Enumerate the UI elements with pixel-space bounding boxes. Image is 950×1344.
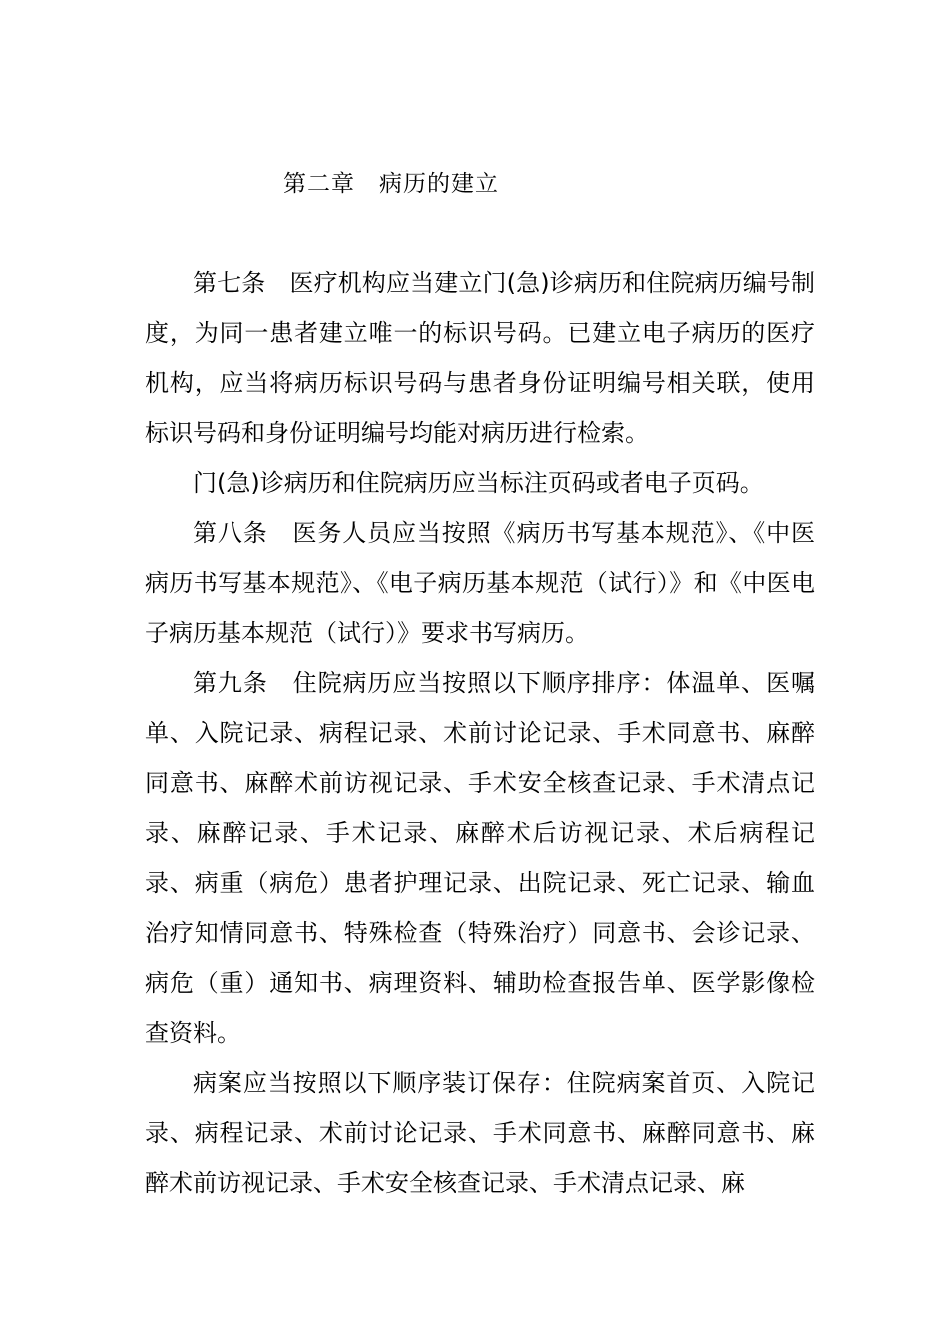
chapter-title: 第二章 病历的建立 [283, 171, 499, 197]
paragraph-page-numbering: 门(急)诊病历和住院病历应当标注页码或者电子页码。 [193, 469, 764, 497]
paragraph-article-7: 第七条 医疗机构应当建立门(急)诊病历和住院病历编号制度，为同一患者建立唯一的标识号码。已建立电子病历的医疗机构，应当将病历标识号码与患者身份证明编号相关联，使用标识号码和身份证明编号均能对病历进行检索。 [145, 269, 815, 447]
paragraph-article-9: 第九条 住院病历应当按照以下顺序排序：体温单、医嘱单、入院记录、病程记录、术前讨论记录、手术同意书、麻醉同意书、麻醉术前访视记录、手术安全核查记录、手术清点记录、麻醉记录、手术记录、麻醉术后访视记录、术后病程记录、病重（病危）患者护理记录、出院记录、死亡记录、输血治疗知情同意书、特殊检查（特殊治疗）同意书、会诊记录、病危（重）通知书、病理资料、辅助检查报告单、医学影像检查资料。 [145, 669, 815, 1047]
paragraph-article-8: 第八条 医务人员应当按照《病历书写基本规范》、《中医病历书写基本规范》、《电子病历基本规范（试行）》和《中医电子病历基本规范（试行）》要求书写病历。 [145, 519, 815, 647]
paragraph-binding-order: 病案应当按照以下顺序装订保存：住院病案首页、入院记录、病程记录、术前讨论记录、手术同意书、麻醉同意书、麻醉术前访视记录、手术安全核查记录、手术清点记录、麻 [145, 1069, 815, 1197]
document-body [145, 258, 815, 1208]
